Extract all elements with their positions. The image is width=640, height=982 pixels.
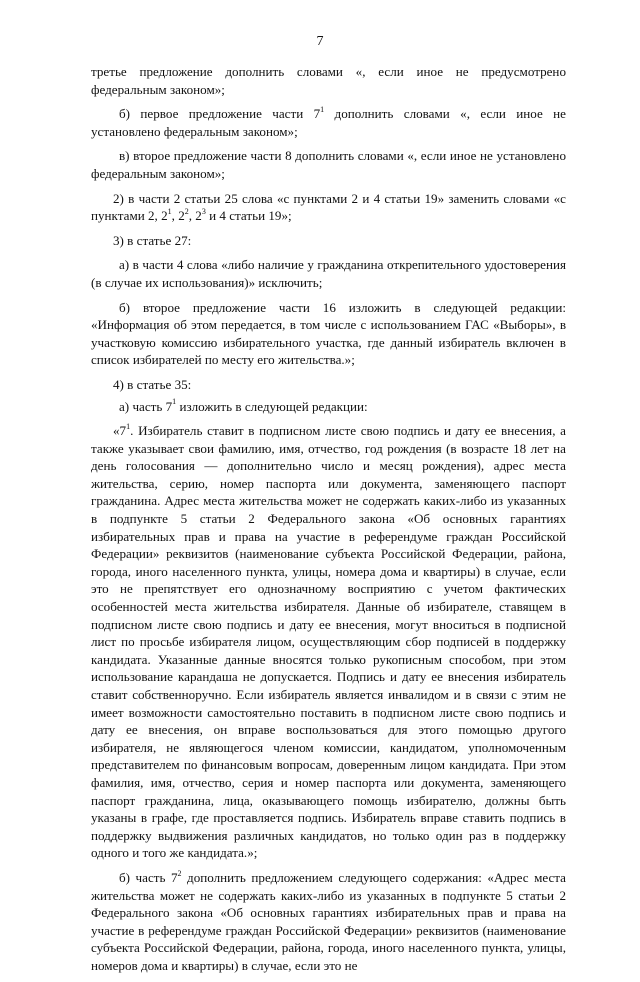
paragraph-text: 2) в части 2 статьи 25 слова «с пунктами 2 и 4 статьи 19» заменить словами «с пунктами 2, 2 (91, 190, 566, 224)
paragraph-text: в) второе предложение части 8 дополнить словами «, если иное не установлено федеральным законом»; (91, 148, 566, 181)
paragraph-item-2 (91, 190, 566, 225)
paragraph-intro (91, 63, 566, 98)
paragraph-text: 3) в статье 27: (113, 232, 192, 248)
document-body (91, 63, 566, 982)
paragraph-b-part16 (91, 299, 566, 369)
page-number: 7 (316, 34, 324, 49)
paragraph-a-part71 (91, 398, 566, 416)
paragraph-item-4 (91, 376, 566, 394)
paragraph-text: б) второе предложение части 16 изложить в следующей редакции: «Информация об этом передается, в том числе с использованием ГАС «Выборы», в участковую комиссию избирательного участка, где данный избиратель включен в список избирателей по месту его жительства.»; (91, 299, 566, 368)
superscript: 3 (201, 206, 206, 216)
paragraph-b-part72 (91, 869, 566, 975)
paragraph-text: а) в части 4 слова «либо наличие у гражданина открепительного удостоверения (в случае их использования)» исключить; (91, 257, 566, 290)
superscript: 2 (184, 206, 189, 216)
paragraph-text: б) часть 7 (119, 869, 178, 885)
paragraph-text: изложить в следующей редакции: (176, 398, 368, 414)
superscript: 1 (126, 421, 131, 431)
paragraph-text: , 2 (188, 208, 202, 224)
paragraph-text: дополнить предложением следующего содержания: «Адрес места жительства может не содержать каких-либо из указанных в подпункте 5 статьи 2 Федерального закона «Об основных гарантиях избирательных прав и права на участие в референдуме граждан Российской Федерации» реквизитов (наименование субъекта Российской Федерации, района, города, иного населенного пункта, улицы, номеров дома и квартиры) в случае, если это не (91, 869, 566, 973)
paragraph-text: «7 (113, 423, 127, 439)
superscript: 1 (172, 397, 177, 407)
paragraph-quoted-71 (91, 422, 566, 862)
superscript: 2 (177, 868, 182, 878)
paragraph-text: и 4 статьи 19»; (205, 208, 292, 224)
paragraph-text: , 2 (171, 208, 185, 224)
superscript: 1 (320, 104, 325, 114)
paragraph-item-3 (91, 232, 566, 250)
paragraph-text: дополнить словами «, если иное не установлено федеральным законом»; (91, 106, 566, 139)
paragraph-text: третье предложение дополнить словами «, если иное не предусмотрено федеральным законом»; (91, 64, 566, 97)
superscript: 1 (167, 206, 172, 216)
paragraph-text: . Избиратель ставит в подписном листе свою подпись и дату ее внесения, а также указывает свои фамилию, имя, отчество, год рождения (в возрасте 18 лет на день голосования — дополнительно число и месяц рождения), адрес места жительства, серию, номер паспорта или документа, заменяющего паспорт гражданина. Адрес места жительства может не содержать каких-либо из указанных в подпункте 5 статьи 2 Федерального закона «Об основных гарантиях избирательных прав и права на участие в референдуме граждан Российской Федерации» реквизитов (наименование субъекта Российской Федерации, района, города, иного населенного пункта, улицы, номера дома и квартиры) в случае, если это не препятствует его однозначному восприятию с учетом фактических особенностей места жительства избирателя. Данные об избирателе, ставящем в подписном листе свою подпись и дату ее внесения, могут вноситься в подписной лист по просьбе избирателя лицом, осуществляющим сбор подписей в поддержку кандидата. Указанные данные вносятся только рукописным способом, при этом использование карандаша не допускается. Подпись и дату ее внесения избиратель ставит собственноручно. Если избиратель является инвалидом и в связи с этим не имеет возможности самостоятельно поставить в подписном листе свою подпись и дату ее внесения, он вправе воспользоваться для этого помощью другого избирателя, не являющегося членом комиссии, кандидатом, уполномоченным представителем по финансовым вопросам, доверенным лицом кандидата. При этом фамилия, имя, отчество, серия и номер паспорта или документа, заменяющего паспорт гражданина, лица, оказывающего помощь избирателю, должны быть указаны в графе, где проставляется подпись. Избиратель вправе ставить подпись в поддержку выдвижения различных кандидатов, но только один раз в поддержку одного и того же кандидата.»; (91, 423, 566, 861)
paragraph-b-part7 (91, 105, 566, 140)
paragraph-text: 4) в статье 35: (113, 376, 192, 392)
paragraph-text: а) часть 7 (119, 398, 173, 414)
paragraph-a-part4 (91, 256, 566, 291)
paragraph-text: б) первое предложение части 7 (119, 106, 321, 122)
paragraph-v-part8 (91, 147, 566, 182)
